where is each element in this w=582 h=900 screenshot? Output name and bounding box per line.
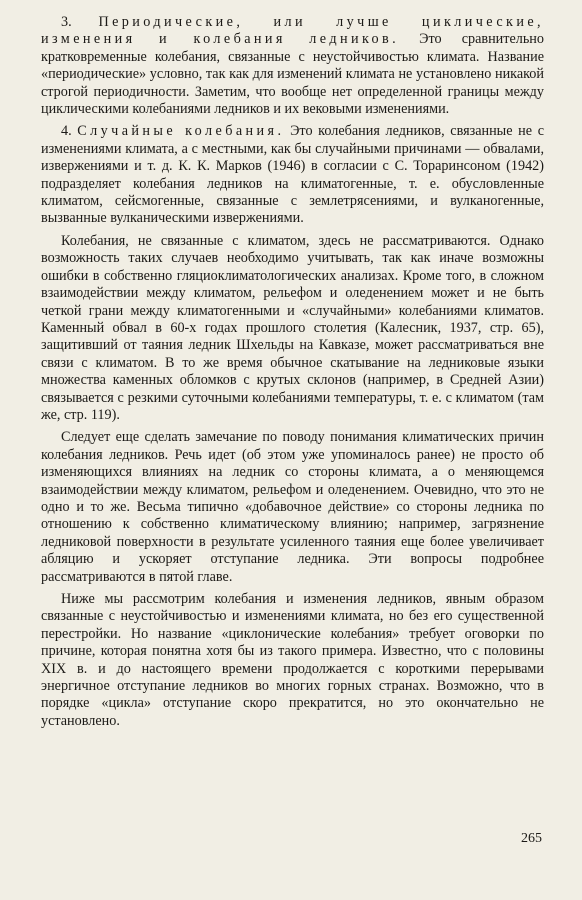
paragraph-climatic-causes bbox=[41, 429, 544, 586]
paragraph-text: Это сравнительно кратковременные колебания, связанные с неустойчивостью климата. Название «периодические» условно, так как для изменений климата не установлено никакой строгой периодичности. Заметим, что вообще нет определенной границы между циклическими колебаниями ледников и их вековыми изменениями. bbox=[41, 31, 544, 118]
paragraph-cyclonic-note bbox=[41, 591, 544, 730]
paragraph-text: Следует еще сделать замечание по поводу понимания климатических причин колебания ледников. Речь идет (об этом уже упоминалось ранее) не просто об изменяющихся влияниях на ледник со стороны климата, а о меняющемся взаимодействии между климатом, рельефом и оледенением. Очевидно, что это не одно и то же. Весьма типично «добавочное действие» со стороны ледника по отношению к собственно климатическому влиянию; например, загрязнение ледниковой поверхности в результате усиленного таяния еще более увеличивает абляцию и ускоряет отступание ледника. Эти вопросы подробнее рассматриваются в пятой главе. bbox=[41, 429, 544, 585]
paragraph-text: Это колебания ледников, связанные не с изменениями климата, а с местными, как бы случайными причинами — обвалами, извержениями и т. д. К. К. Марков (1946) в согласии с С. Тораринсоном (1942) подразделяет колебания ледников на климатогенные, т. е. обусловленные климатом, сейсмогенные, связанные с землетрясениями, и вулканогенные, вызванные вулканическими извержениями. bbox=[41, 123, 544, 227]
paragraph-random-variations bbox=[41, 123, 544, 227]
item-number: 3. bbox=[61, 14, 99, 30]
item-number: 4. bbox=[61, 123, 78, 140]
spaced-heading: Случайные колебания. bbox=[77, 123, 285, 140]
paragraph-periodic-variations bbox=[41, 14, 544, 118]
page-number: 265 bbox=[521, 831, 542, 846]
paragraph-text: Ниже мы рассмотрим колебания и изменения ледников, явным образом связанные с неустойчивостью и изменениями климата, но без его существенной перестройки. Но название «циклонические колебания» требует оговорки по причине, которая понятна хотя бы из такого примера. Известно, что с половины XIX в. и до настоящего времени продолжается с короткими перерывами энергичное отступание ледников во многих горных странах. Возможно, что в порядке «цикла» отступание скоро прекратится, но это окончательно не установлено. bbox=[41, 591, 544, 729]
paragraph-text: Колебания, не связанные с климатом, здесь не рассматриваются. Однако возможность таких случаев необходимо учитывать, так как иначе возможны ошибки в собственно гляциоклиматологических анализах. Кроме того, в сложном взаимодействии между климатом, рельефом и оледенением может и не быть четкой грани между климатогенными и «случайными» колебаниями климатов. Каменный обвал в 60-х годах прошлого столетия (Калесник, 1937, стр. 65), защитивший от таяния ледник Шхельды на Кавказе, может рассматриваться вне связи с климатом. В то же время обычное скатывание на ледниковые языки множества каменных обломков с крутых склонов (например, в Средней Азии) связывается с резкими суточными колебаниями температуры, т. е. с климатом (там же, стр. 119). bbox=[41, 232, 544, 423]
spaced-heading: Периодические, или лучше циклические, изменения и колебания ледников. bbox=[41, 14, 544, 48]
paragraph-nonclimatic bbox=[41, 233, 544, 424]
